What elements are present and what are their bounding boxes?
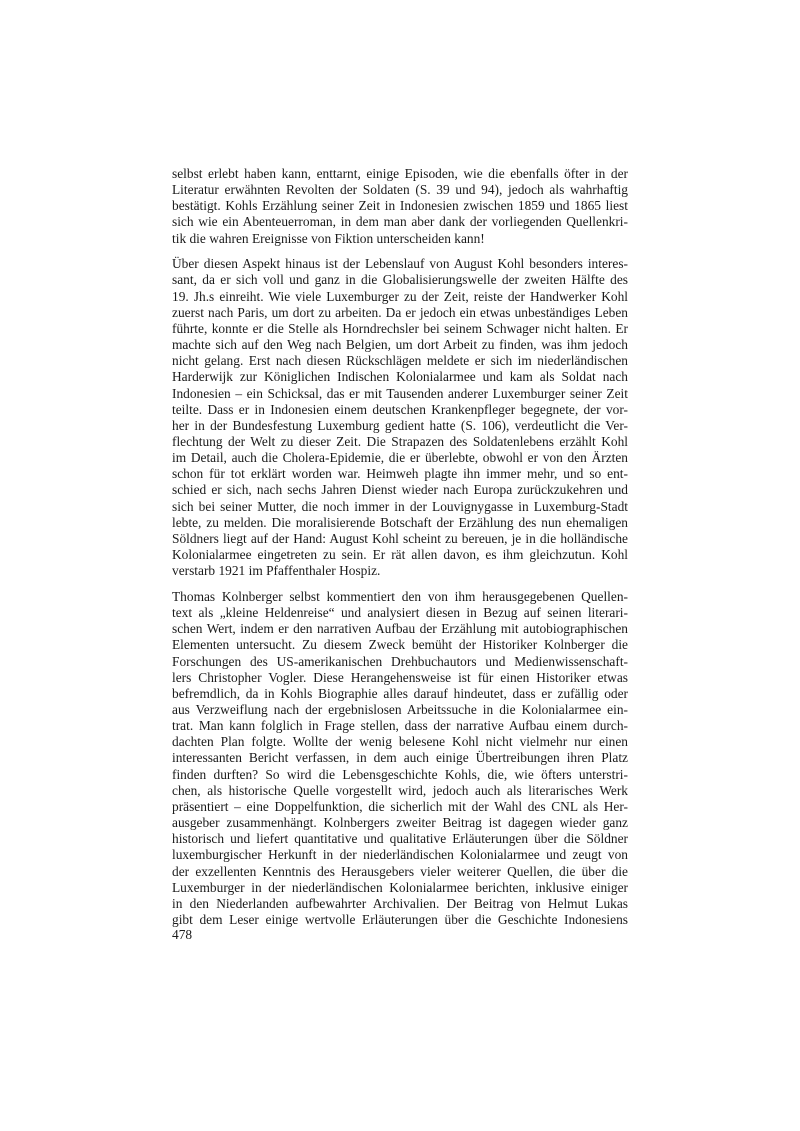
text-line: befremdlich, da in Kohls Biographie alles darauf hindeutet, dass er zufällig oder (172, 685, 628, 701)
text-line: Literatur erwähnten Revolten der Soldaten (S. 39 und 94), jedoch als wahrhaftig (172, 182, 628, 198)
text-line: aus Verzweiflung nach der ergebnislosen Arbeitssuche in die Kolonialarmee ein- (172, 702, 628, 717)
text-line: lers Christopher Vogler. Diese Herangehensweise ist für einen Historiker etwas (172, 669, 628, 685)
paragraph (172, 166, 628, 247)
paragraph (172, 256, 628, 579)
text-line: Harderwijk zur Königlichen Indischen Kolonialarmee und kam als Soldat nach (172, 369, 628, 385)
text-line: teilte. Dass er in Indonesien einem deutschen Krankenpfleger begegnete, der vor- (172, 401, 628, 417)
text-line: tik die wahren Ereignisse von Fiktion unterscheiden kann! (172, 230, 485, 246)
text-line: nicht gelang. Erst nach diesen Rückschlägen meldete er sich im niederländischen (172, 353, 628, 369)
text-line: Forschungen des US-amerikanischen Drehbuchautors und Medienwissenschaft- (172, 653, 628, 669)
text-line: Kolonialarmee eingetreten zu sein. Er rät allen davon, es ihm gleichzutun. Kohl (172, 547, 628, 563)
text-line: im Detail, auch die Cholera-Epidemie, die er überlebte, obwohl er von den Ärzten (172, 450, 628, 466)
text-line: Indonesien – ein Schicksal, das er mit Tausenden anderer Luxemburger seiner Zeit (172, 385, 628, 401)
text-line: der exzellenten Kenntnis des Herausgebers vieler weiterer Quellen, die über die (172, 863, 628, 879)
text-line: her in der Bundesfestung Luxemburg gedient hatte (S. 106), verdeutlicht die Ver- (172, 417, 628, 433)
text-line: schen Wert, indem er den narrativen Aufbau der Erzählung mit autobiographischen (172, 621, 628, 637)
text-line: lebte, zu melden. Die moralisierende Botschaft der Erzählung des nun ehemaligen (172, 514, 628, 530)
text-line: in den Niederlanden aufbewahrter Archivalien. Der Beitrag von Helmut Lukas (172, 895, 628, 911)
text-line: trat. Man kann folglich in Frage stellen, dass der narrative Aufbau einem durch- (172, 718, 628, 734)
text-line: schied er sich, nach sechs Jahren Dienst wieder nach Europa zurückzukehren und (172, 482, 628, 498)
text-line: chen, als historische Quelle vorgestellt wird, jedoch auch als literarisches Werk (172, 782, 628, 798)
paragraph (172, 589, 628, 928)
text-line: Elementen untersucht. Zu diesem Zweck bemüht der Historiker Kolnberger die (172, 637, 628, 653)
text-line: Söldners liegt auf der Hand: August Kohl scheint zu bereuen, je in die holländische (172, 530, 628, 546)
text-line: schon für tot erklärt worden war. Heimweh plagte ihn immer mehr, und so ent- (172, 466, 628, 482)
page-number: 478 (172, 927, 193, 942)
body-text (172, 166, 628, 928)
text-line: flechtung der Welt zu dieser Zeit. Die Strapazen des Soldatenlebens erzählt Kohl (172, 434, 628, 449)
text-line: dachten Plan folgte. Wollte der wenig belesene Kohl nicht vielmehr nur einen (172, 734, 628, 750)
text-line: Über diesen Aspekt hinaus ist der Lebenslauf von August Kohl besonders interes- (172, 256, 628, 272)
text-line: finden durften? So wird die Lebensgeschichte Kohls, die, wie öfters unterstri- (172, 766, 628, 782)
text-line: führte, konnte er die Stelle als Horndrechsler bei seinem Schwager nicht halten. Er (172, 320, 628, 336)
text-line: luxemburgischer Herkunft in der niederländischen Kolonialarmee und zeugt von (172, 847, 628, 863)
text-line: sich wie ein Abenteuerroman, in dem man aber dank der vorliegenden Quellenkri- (172, 214, 628, 230)
text-line: Thomas Kolnberger selbst kommentiert den von ihm herausgegebenen Quellen- (172, 588, 628, 604)
text-line: 19. Jh.s einreiht. Wie viele Luxemburger zu der Zeit, reiste der Handwerker Kohl (172, 288, 628, 304)
text-line: Luxemburger in der niederländischen Kolonialarmee berichten, inklusive einiger (172, 879, 628, 895)
text-line: gibt dem Leser einige wertvolle Erläuterungen über die Geschichte Indonesiens (172, 912, 628, 928)
text-line: historisch und liefert quantitative und qualitative Erläuterungen über die Söldner (172, 831, 628, 847)
text-line: präsentiert – eine Doppelfunktion, die sicherlich mit der Wahl des CNL als Her- (172, 798, 628, 814)
text-line: sant, da er sich voll und ganz in die Globalisierungswelle der zweiten Hälfte des (172, 272, 628, 288)
text-line: machte sich auf den Weg nach Belgien, um dort Arbeit zu finden, was ihm jedoch (172, 337, 628, 353)
text-line: text als „kleine Heldenreise“ und analysiert diesen in Bezug auf seinen literari- (172, 605, 628, 621)
text-line: interessanten Bericht verfassen, in dem auch einige Übertreibungen ihren Platz (172, 750, 628, 766)
text-line: zuerst nach Paris, um dort zu arbeiten. Da er jedoch ein etwas unbeständiges Leben (172, 304, 628, 320)
text-line: bestätigt. Kohls Erzählung seiner Zeit in Indonesien zwischen 1859 und 1865 liest (172, 198, 628, 214)
text-line: selbst erlebt haben kann, enttarnt, einige Episoden, wie die ebenfalls öfter in der (172, 166, 628, 181)
text-line: ausgeber zusammenhängt. Kolnbergers zweiter Beitrag ist dagegen wieder ganz (172, 815, 628, 831)
text-line: verstarb 1921 im Pfaffenthaler Hospiz. (172, 563, 381, 579)
text-line: sich bei seiner Mutter, die noch immer in der Louvignygasse in Luxemburg-Stadt (172, 498, 628, 514)
